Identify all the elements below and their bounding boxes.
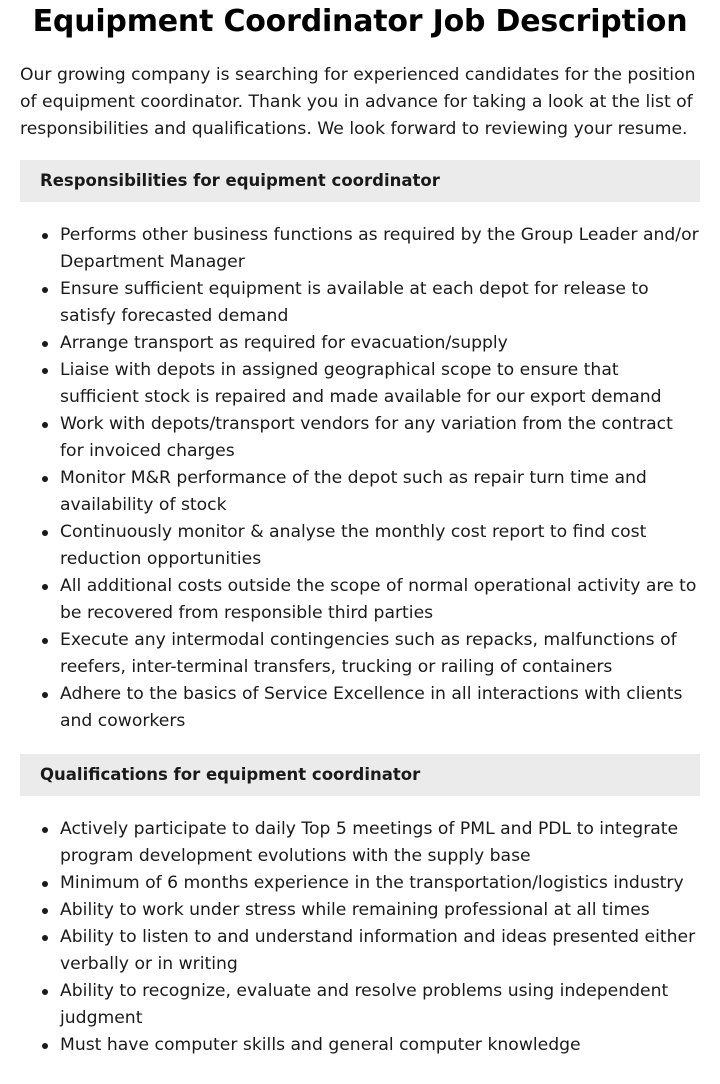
page-title: Equipment Coordinator Job Description: [32, 4, 688, 39]
list-item: Continuously monitor & analyse the monthly cost report to find cost reduction opportunities: [20, 519, 700, 573]
list-item: Work with depots/transport vendors for any variation from the contract for invoiced charges: [20, 411, 700, 465]
list-item: Actively participate to daily Top 5 meetings of PML and PDL to integrate program development evolutions with the supply base: [20, 816, 700, 870]
list-item: All additional costs outside the scope of normal operational activity are to be recovered from responsible third parties: [20, 573, 700, 627]
list-item: Liaise with depots in assigned geographical scope to ensure that sufficient stock is repaired and made available for our export demand: [20, 357, 700, 411]
intro-paragraph: Our growing company is searching for experienced candidates for the position of equipment coordinator. Thank you in advance for taking a look at the list of responsibilities and qualifications. We look forward to reviewing your resume.: [20, 65, 696, 139]
qualifications-list: [20, 816, 700, 1059]
responsibilities-heading: Responsibilities for equipment coordinator: [20, 160, 700, 202]
list-item: Minimum of 6 months experience in the transportation/logistics industry: [20, 870, 700, 897]
list-item: Performs other business functions as required by the Group Leader and/or Department Manager: [20, 222, 700, 276]
list-item: Execute any intermodal contingencies such as repacks, malfunctions of reefers, inter-terminal transfers, trucking or railing of containers: [20, 627, 700, 681]
list-item: Ensure sufficient equipment is available at each depot for release to satisfy forecasted demand: [20, 276, 700, 330]
list-item: Arrange transport as required for evacuation/supply: [20, 330, 700, 357]
list-item: Ability to listen to and understand information and ideas presented either verbally or in writing: [20, 924, 700, 978]
list-item: Monitor M&R performance of the depot such as repair turn time and availability of stock: [20, 465, 700, 519]
responsibilities-list: [20, 222, 700, 735]
list-item: Ability to recognize, evaluate and resolve problems using independent judgment: [20, 978, 700, 1032]
qualifications-heading: Qualifications for equipment coordinator: [20, 754, 700, 796]
list-item: Must have computer skills and general computer knowledge: [20, 1032, 700, 1059]
list-item: Ability to work under stress while remaining professional at all times: [20, 897, 700, 924]
list-item: Adhere to the basics of Service Excellence in all interactions with clients and coworkers: [20, 681, 700, 735]
